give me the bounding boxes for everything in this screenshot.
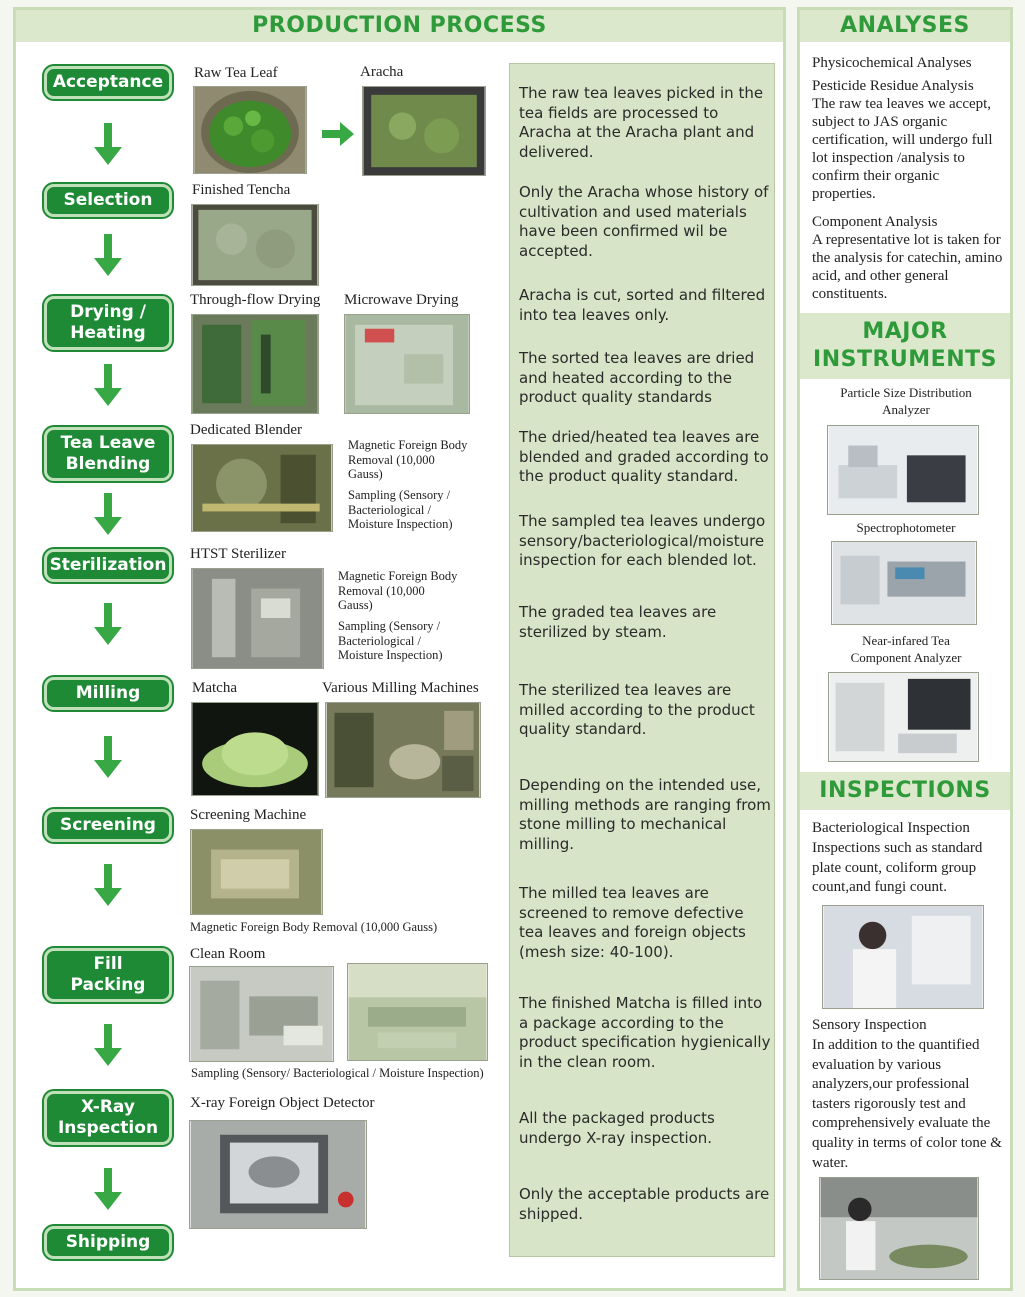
caption-screening-machine: Screening Machine: [190, 807, 307, 823]
step-selection: Selection: [44, 184, 172, 217]
arrow-right-icon: [322, 122, 354, 146]
desc-selection: Aracha is cut, sorted and filtered into tea leaves only.: [519, 286, 766, 324]
caption-raw-tea-leaf: Raw Tea Leaf: [194, 65, 278, 81]
photo-clean-room-1: [189, 966, 334, 1062]
arrow-down-icon: [93, 1024, 123, 1066]
pesticide-text: The raw tea leaves we accept, subject to JAS organic certification, will undergo full lot inspection /analysis to confirm their organic properties.: [812, 96, 993, 202]
caption-magnetic-removal-2: Magnetic Foreign Body Removal (10,000 Gauss): [338, 569, 458, 612]
description-panel: [509, 63, 775, 1257]
photo-dedicated-blender: [191, 444, 333, 532]
step-shipping: Shipping: [44, 1226, 172, 1259]
component-text: A representative lot is taken for the analysis for catechin, amino acid, and other general constituents.: [812, 232, 1003, 302]
inspections-title: INSPECTIONS: [800, 772, 1010, 810]
caption-through-flow-drying: Through-flow Drying: [190, 292, 321, 308]
step-sterilization: Sterilization: [44, 549, 172, 582]
photo-aracha: [362, 86, 486, 176]
instruments-title-line1: MAJOR: [862, 319, 948, 344]
caption-sampling-2: Sampling (Sensory / Bacteriological / Moisture Inspection): [338, 619, 443, 662]
arrow-down-icon: [93, 123, 123, 165]
caption-magnetic-removal-1: Magnetic Foreign Body Removal (10,000 Gauss): [348, 438, 468, 481]
photo-milling-machines: [325, 702, 481, 798]
arrow-down-icon: [93, 364, 123, 406]
arrow-down-icon: [93, 234, 123, 276]
step-xray-inspection: X-Ray Inspection: [44, 1091, 172, 1145]
desc-sterilization: The graded tea leaves are sterilized by steam.: [519, 603, 717, 641]
bacteriological-text: Inspections such as standard plate count, coliform group count,and fungi count.: [812, 840, 983, 895]
caption-sampling-3: Sampling (Sensory/ Bacteriological / Moisture Inspection): [191, 1066, 484, 1080]
photo-htst-sterilizer: [191, 568, 324, 669]
desc-screening: The milled tea leaves are screened to remove defective tea leaves and foreign objects (mesh size: 40-100).: [519, 884, 746, 961]
desc-xray: All the packaged products undergo X-ray inspection.: [519, 1109, 715, 1147]
photo-near-infrared-analyzer: [828, 672, 979, 762]
step-screening: Screening: [44, 809, 172, 842]
caption-microwave-drying: Microwave Drying: [344, 292, 459, 308]
instruments-title-line2: INSTRUMENTS: [813, 347, 997, 372]
pesticide-heading: Pesticide Residue Analysis: [812, 78, 974, 94]
desc-sampling: The sampled tea leaves undergo sensory/bacteriological/moisture inspection for each blended lot.: [519, 512, 766, 570]
desc-accepted-aracha: Only the Aracha whose history of cultivation and used materials have been confirmed wil be accepted.: [519, 183, 769, 260]
photo-microwave-drying: [344, 314, 470, 414]
bacteriological-heading: Bacteriological Inspection: [812, 820, 970, 836]
arrow-down-icon: [93, 864, 123, 906]
instrument-spectrophotometer: Spectrophotometer: [856, 520, 956, 535]
step-acceptance: Acceptance: [44, 66, 172, 99]
instrument-particle-size: Particle Size Distribution Analyzer: [840, 385, 972, 417]
caption-matcha: Matcha: [192, 680, 237, 696]
photo-through-flow-drying: [191, 314, 319, 414]
photo-spectrophotometer: [831, 541, 977, 625]
caption-finished-tencha: Finished Tencha: [192, 182, 291, 198]
photo-matcha: [191, 702, 319, 796]
caption-sampling-1: Sampling (Sensory / Bacteriological / Moisture Inspection): [348, 488, 453, 531]
desc-drying: The sorted tea leaves are dried and heated according to the product quality standards: [519, 349, 755, 407]
step-milling: Milling: [44, 677, 172, 710]
step-drying-heating: Drying / Heating: [44, 296, 172, 350]
photo-raw-tea-leaf: [193, 86, 307, 174]
caption-htst-sterilizer: HTST Sterilizer: [190, 546, 286, 562]
desc-fill-packing: The finished Matcha is filled into a package according to the product specification hygienically in the clean room.: [519, 994, 771, 1071]
photo-particle-size-analyzer: [827, 425, 979, 515]
caption-aracha: Aracha: [360, 64, 404, 80]
photo-bacteriological-inspection: [822, 905, 984, 1009]
arrow-down-icon: [93, 493, 123, 535]
arrow-down-icon: [93, 1168, 123, 1210]
desc-milling-methods: Depending on the intended use, milling methods are ranging from stone milling to mechanical milling.: [519, 776, 771, 853]
desc-shipping: Only the acceptable products are shipped.: [519, 1185, 770, 1223]
caption-various-milling-machines: Various Milling Machines: [322, 680, 479, 696]
component-heading: Component Analysis: [812, 214, 938, 230]
physicochemical-heading: Physicochemical Analyses: [812, 55, 972, 71]
desc-blending: The dried/heated tea leaves are blended and graded according to the product quality standard.: [519, 428, 769, 486]
arrow-down-icon: [93, 603, 123, 645]
analyses-title: ANALYSES: [800, 10, 1010, 42]
production-title: PRODUCTION PROCESS: [16, 10, 783, 42]
instrument-near-infrared: Near-infared Tea Component Analyzer: [850, 633, 962, 665]
photo-xray-detector: [189, 1120, 367, 1229]
arrow-down-icon: [93, 736, 123, 778]
step-tea-leave-blending: Tea Leave Blending: [44, 427, 172, 481]
caption-magnetic-removal-3: Magnetic Foreign Body Removal (10,000 Gauss): [190, 920, 438, 934]
instruments-title: [800, 313, 1010, 379]
desc-milling: The sterilized tea leaves are milled according to the product quality standard.: [519, 681, 755, 739]
caption-dedicated-blender: Dedicated Blender: [190, 422, 303, 438]
caption-clean-room: Clean Room: [190, 946, 266, 962]
photo-sensory-inspection: [819, 1177, 979, 1280]
sensory-heading: Sensory Inspection: [812, 1017, 927, 1033]
photo-clean-room-2: [347, 963, 488, 1061]
step-fill-packing: Fill Packing: [44, 948, 172, 1002]
desc-raw-tea: The raw tea leaves picked in the tea fields are processed to Aracha at the Aracha plant and delivered.: [519, 84, 764, 161]
photo-finished-tencha: [191, 204, 319, 286]
sensory-text: In addition to the quantified evaluation by various analyzers,our professional tasters rigorously test and comprehensively evaluate the quality in terms of color tone & water.: [812, 1037, 1002, 1171]
caption-xray-detector: X-ray Foreign Object Detector: [190, 1095, 375, 1111]
photo-screening-machine: [190, 829, 323, 915]
